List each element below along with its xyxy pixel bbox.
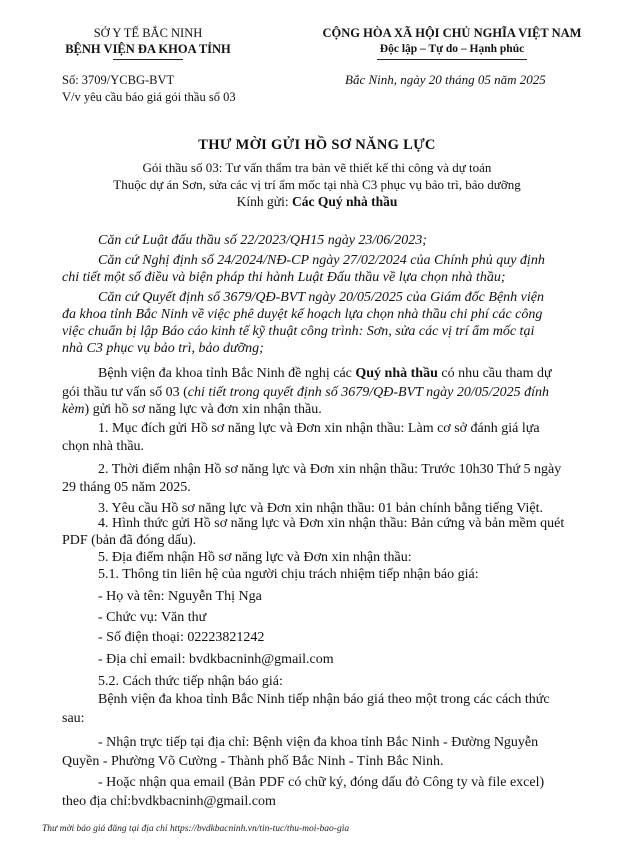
legal-basis-2-line-2: chi tiết một số điều và biện pháp thi hành Luật Đấu thầu về lựa chọn nhà thầu; — [62, 270, 506, 285]
legal-basis-3-line-4: nhà C3 phục vụ bảo trì, bảo dưỡng; — [62, 341, 264, 356]
intro-line-3 — [62, 400, 322, 420]
nation-name: CỘNG HÒA XÃ HỘI CHỦ NGHĨA VIỆT NAM — [322, 26, 582, 40]
legal-basis-3-line-1: Căn cứ Quyết định số 3679/QĐ-BVT ngày 20/05/2025 của Giám đốc Bệnh viện — [98, 290, 544, 305]
legal-basis-1: Căn cứ Luật đấu thầu số 22/2023/QH15 ngày 23/06/2023; — [98, 233, 427, 248]
document-title: THƯ MỜI GỬI HỒ SƠ NĂNG LỰC — [198, 137, 436, 153]
item-5: 5. Địa điểm nhận Hồ sơ năng lực và Đơn xin nhận thầu: — [98, 550, 412, 565]
email-method-line-2: theo địa chỉ:bvdkbacninh@gmail.com — [62, 794, 276, 809]
addressee — [0, 194, 634, 210]
item-5-1: 5.1. Thông tin liên hệ của người chịu trách nhiệm tiếp nhận báo giá: — [98, 567, 479, 582]
methods-line-2: sau: — [62, 711, 85, 726]
document-date: Bắc Ninh, ngày 20 tháng 05 năm 2025 — [345, 72, 546, 87]
item-3: 3. Yêu cầu Hồ sơ năng lực và Đơn xin nhận thầu: 01 bản chính bằng tiếng Việt. — [98, 501, 543, 516]
legal-basis-2-line-1: Căn cứ Nghị định số 24/2024/NĐ-CP ngày 27/02/2024 của Chính phủ quy định — [98, 253, 545, 268]
document-number: Số: 3709/YCBG-BVT — [62, 73, 175, 87]
addressee-name: Các Quý nhà thầu — [291, 194, 398, 209]
direct-line-1: - Nhận trực tiếp tại địa chỉ: Bệnh viện đa khoa tỉnh Bắc Ninh - Đường Nguyễn — [98, 735, 539, 750]
intro-text-2: có nhu cầu tham dự — [437, 366, 552, 381]
issuer-underline — [113, 59, 183, 60]
intro-text-4: ) gửi hồ sơ năng lực và đơn xin nhận thầu. — [84, 402, 322, 417]
item-2-line-1: 2. Thời điểm nhận Hồ sơ năng lực và Đơn xin nhận thầu: Trước 10h30 Thứ 5 ngày — [98, 462, 562, 477]
org-name: SỞ Y TẾ BẮC NINH — [93, 26, 203, 40]
intro-text-3: gói thầu tư vấn số 03 ( — [62, 385, 188, 400]
direct-line-2: Quyền - Phường Võ Cường - Thành phố Bắc Ninh - Tỉnh Bắc Ninh. — [62, 754, 444, 769]
contact-name: - Họ và tên: Nguyễn Thị Nga — [98, 589, 262, 604]
document-subject: V/v yêu cầu báo giá gói thầu số 03 — [62, 90, 236, 104]
contact-position: - Chức vụ: Văn thư — [98, 610, 207, 625]
legal-basis-3-line-2: đa khoa tỉnh Bắc Ninh về việc phê duyệt kế hoạch lựa chọn nhà thầu chi phí các công — [62, 307, 543, 322]
intro-bold-contractor: Quý nhà thầu — [355, 366, 438, 381]
methods-line-1: Bệnh viện đa khoa tỉnh Bắc Ninh tiếp nhận báo giá theo một trong các cách thức — [98, 692, 550, 707]
item-1-line-1: 1. Mục đích gửi Hồ sơ năng lực và Đơn xin nhận thầu: Làm cơ sở đánh giá lựa — [98, 421, 540, 436]
legal-basis-3-line-3: việc chuẩn bị lập Báo cáo kinh tế kỹ thuật công trình: Sơn, sửa các vị trí ẩm mốc tại — [62, 324, 535, 339]
item-4-line-2: PDF (bản đã đóng dấu). — [62, 533, 197, 548]
contact-phone: - Số điện thoại: 02223821242 — [98, 630, 265, 645]
document-reference — [62, 72, 236, 106]
intro-text-1: Bệnh viện đa khoa tỉnh Bắc Ninh đề nghị các — [98, 366, 356, 381]
item-2-line-2: 29 tháng 05 năm 2025. — [62, 480, 191, 495]
item-4-line-1: 4. Hình thức gửi Hồ sơ năng lực và Đơn xin nhận thầu: Bản cứng và bản mềm quét — [98, 516, 565, 531]
project-name: Thuộc dự án Sơn, sửa các vị trí ẩm mốc tại nhà C3 phục vụ bảo trì, bảo dưỡng — [113, 177, 521, 192]
national-heading — [292, 25, 612, 60]
intro-italic-attached: kèm — [62, 402, 85, 417]
email-method-line-1: - Hoặc nhận qua email (Bản PDF có chữ ký, đóng dấu đỏ Công ty và file excel) — [98, 775, 545, 790]
hospital-name: BỆNH VIỆN ĐA KHOA TỈNH — [65, 42, 231, 56]
motto-underline — [377, 59, 527, 60]
addressee-prefix: Kính gửi: — [236, 194, 292, 209]
issuer-block — [50, 25, 246, 60]
intro-line-1 — [98, 364, 552, 384]
national-motto: Độc lập – Tự do – Hạnh phúc — [379, 43, 525, 55]
contact-email: - Địa chỉ email: bvdkbacninh@gmail.com — [98, 652, 334, 667]
item-1-line-2: chọn nhà thầu. — [62, 439, 145, 454]
item-5-2: 5.2. Cách thức tiếp nhận báo giá: — [98, 674, 283, 689]
footer-note: Thư mời báo giá đăng tại địa chỉ https://bvdkbacninh.vn/tin-tuc/thu-moi-bao-gia — [42, 824, 350, 834]
intro-italic-decision: chi tiết trong quyết định số 3679/QĐ-BVT ngày 20/05/2025 đính — [187, 385, 550, 400]
package-name: Gói thầu số 03: Tư vấn thẩm tra bản vẽ thiết kế thi công và dự toán — [142, 160, 492, 175]
